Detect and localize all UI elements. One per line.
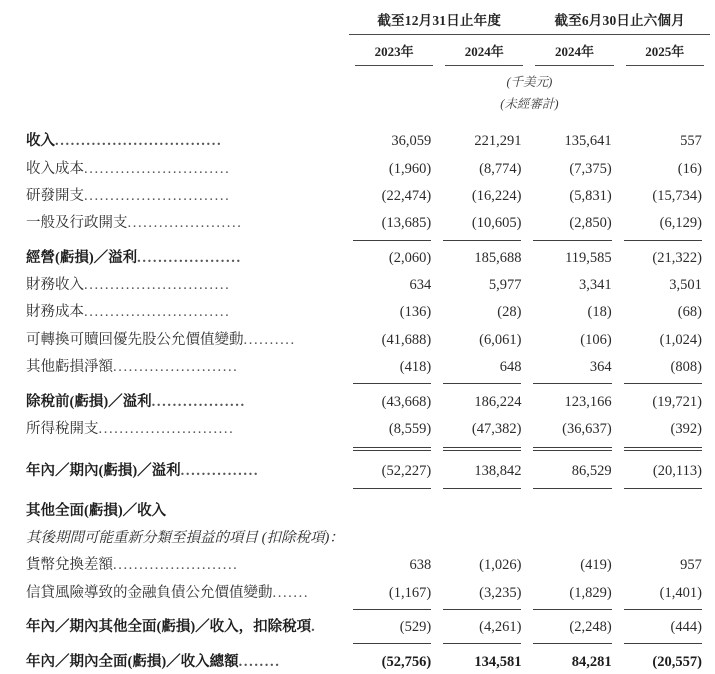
dot-leader: ........................ (113, 557, 239, 574)
tci-total-2023: (52,756) (381, 653, 432, 670)
credit-risk-2024a: (3,235) (479, 584, 522, 601)
revenue-2025i: 557 (680, 133, 702, 150)
oci-section-heading-row (0, 496, 715, 523)
profit-period-2024i: 86,529 (571, 463, 612, 480)
profit-period-2025i: (20,113) (652, 463, 702, 480)
row-label-oci-total: 年內／期內其他全面(虧損)／收入，扣除稅項. (26, 619, 317, 636)
sga-2024a: (10,605) (471, 215, 522, 232)
dot-leader: ............................ (84, 160, 231, 177)
convertible-pref-2025i: (1,024) (659, 331, 702, 348)
row-label-sga: 一般及行政開支...................... (26, 215, 243, 232)
convertible-pref-2023: (41,688) (381, 331, 432, 348)
sga-2024i: (2,850) (569, 215, 612, 232)
cost-of-revenue-2023: (1,960) (388, 160, 432, 177)
finance-income-2023: 634 (409, 277, 432, 294)
dot-leader: .................. (151, 393, 246, 410)
fx-diff-2023: 638 (409, 557, 432, 574)
pretax-2025i: (19,721) (652, 393, 702, 410)
convertible-pref-2024a: (6,061) (479, 331, 522, 348)
row-label-cost-of-revenue: 收入成本............................ (26, 160, 231, 177)
spacer-after-header (0, 112, 715, 121)
oci-total-2023: (529) (399, 619, 432, 636)
credit-risk-2023: (1,167) (388, 584, 432, 601)
subtotal-rule-pretax (0, 379, 715, 386)
dot-leader: .......... (243, 331, 296, 348)
table-row (0, 550, 715, 577)
finance-income-2024a: 5,977 (488, 277, 522, 294)
oci-subheading-row (0, 523, 715, 550)
row-label-rnd: 研發開支............................ (26, 187, 231, 204)
rule-under-net-profit (0, 484, 715, 491)
finance-cost-2024a: (28) (497, 304, 522, 321)
row-label-pretax-profit: 除稅前(虧損)／溢利.................. (26, 393, 246, 410)
rnd-2024a: (16,224) (471, 187, 522, 204)
finance-cost-2023: (136) (399, 304, 432, 321)
table-row (0, 325, 715, 352)
rnd-2025i: (15,734) (652, 187, 702, 204)
finance-income-2024i: 3,341 (579, 277, 612, 294)
year-header-2025-interim: 2025年 (645, 44, 685, 59)
oci-total-2024i: (2,248) (569, 619, 612, 636)
row-label-total-comprehensive: 年內／期內全面(虧損)／收入總額........ (26, 653, 281, 670)
table-row (0, 126, 715, 153)
table-row (0, 612, 715, 639)
profit-period-2023: (52,227) (381, 463, 432, 480)
currency-note: (千美元) (506, 75, 553, 89)
dot-leader: ............................ (84, 304, 231, 321)
cost-of-revenue-2024i: (7,375) (569, 160, 612, 177)
convertible-pref-2024i: (106) (580, 331, 612, 348)
profit-period-2024a: 138,842 (474, 463, 522, 480)
column-group-header-row (0, 0, 715, 34)
dot-leader: ............................ (84, 277, 231, 294)
row-label-convertible-pref-fv: 可轉換可贖回優先股公允價值變動.......... (26, 331, 296, 348)
income-tax-2024a: (47,382) (471, 420, 522, 437)
revenue-2023: 36,059 (391, 133, 432, 150)
currency-note-row (0, 66, 715, 90)
section-subheading-reclassifiable: 其後期間可能重新分類至損益的項目 (扣除稅項)： (26, 530, 344, 547)
year-header-2024-interim: 2024年 (555, 44, 595, 59)
sga-2025i: (6,129) (659, 215, 702, 232)
year-header-row (0, 35, 715, 65)
table-row (0, 153, 715, 180)
credit-risk-2025i: (1,401) (659, 584, 702, 601)
operating-2025i: (21,322) (652, 249, 702, 266)
table-row (0, 386, 715, 413)
audit-note-row (0, 90, 715, 112)
table-row (0, 297, 715, 324)
other-losses-2024a: 648 (499, 359, 522, 376)
subtotal-rule-operating (0, 236, 715, 243)
rnd-2024i: (5,831) (569, 187, 612, 204)
tci-total-2024i: 84,281 (571, 653, 612, 670)
dot-leader: ...................... (127, 215, 243, 232)
row-label-operating-profit: 經營(虧損)／溢利.................... (26, 249, 242, 266)
dot-leader: .................... (137, 249, 242, 266)
dot-leader: ............... (180, 463, 260, 480)
header-spacer (0, 0, 349, 34)
dot-leader: ........ (238, 653, 281, 670)
fx-diff-2024a: (1,026) (479, 557, 522, 574)
dot-leader: ................................ (55, 133, 223, 150)
pretax-2024i: 123,166 (564, 393, 612, 410)
pretax-2024a: 186,224 (474, 393, 522, 410)
cost-of-revenue-2025i: (16) (677, 160, 702, 177)
income-tax-2025i: (392) (670, 420, 702, 437)
other-losses-2025i: (808) (670, 359, 702, 376)
operating-2023: (2,060) (388, 249, 432, 266)
double-rule-net-profit (0, 441, 715, 451)
income-tax-2023: (8,559) (388, 420, 432, 437)
dot-leader: .......................... (98, 420, 235, 437)
revenue-2024a: 221,291 (474, 133, 522, 150)
table-row (0, 243, 715, 270)
table-row (0, 352, 715, 379)
pretax-2023: (43,668) (381, 393, 432, 410)
dot-leader: ........................ (113, 359, 239, 376)
column-group-annual: 截至12月31日止年度 (377, 13, 502, 28)
sga-2023: (13,685) (381, 215, 432, 232)
row-label-fx-difference: 貨幣兌換差額........................ (26, 557, 239, 574)
revenue-2024i: 135,641 (564, 133, 612, 150)
section-heading-oci: 其他全面(虧損)／收入 (26, 502, 167, 519)
audit-note: (未經審計) (500, 97, 559, 111)
oci-total-2024a: (4,261) (479, 619, 522, 636)
cost-of-revenue-2024a: (8,774) (479, 160, 522, 177)
table-row (0, 456, 715, 483)
fx-diff-2024i: (419) (580, 557, 612, 574)
dot-leader: ....... (272, 584, 310, 601)
other-losses-2024i: 364 (589, 359, 612, 376)
row-label-income-tax: 所得稅開支.......................... (26, 420, 235, 437)
column-group-interim: 截至6月30日止六個月 (554, 13, 685, 28)
row-label-credit-risk-fv: 信貸風險導致的金融負債公允價值變動....... (26, 584, 310, 601)
finance-cost-2024i: (18) (587, 304, 612, 321)
tci-total-2024a: 134,581 (474, 653, 522, 670)
table-row (0, 208, 715, 235)
dot-leader: ............................ (84, 187, 231, 204)
row-label-profit-for-period: 年內／期內(虧損)／溢利............... (26, 463, 260, 480)
fx-diff-2025i: 957 (680, 557, 702, 574)
oci-total-2025i: (444) (670, 619, 702, 636)
table-row (0, 646, 715, 673)
credit-risk-2024i: (1,829) (569, 584, 612, 601)
table-row (0, 578, 715, 605)
year-header-2023-annual: 2023年 (374, 44, 414, 59)
income-tax-2024i: (36,637) (562, 420, 612, 437)
operating-2024a: 185,688 (474, 249, 522, 266)
subtotal-rule-tci (0, 639, 715, 646)
row-label-finance-cost: 財務成本............................ (26, 304, 231, 321)
table-row (0, 414, 715, 441)
table-row (0, 181, 715, 208)
row-label-finance-income: 財務收入............................ (26, 277, 231, 294)
table-row (0, 270, 715, 297)
finance-cost-2025i: (68) (677, 304, 702, 321)
rnd-2023: (22,474) (381, 187, 432, 204)
year-header-2024-annual: 2024年 (464, 44, 504, 59)
finance-income-2025i: 3,501 (669, 277, 702, 294)
dot-leader: . (311, 619, 317, 636)
row-label-other-losses-net: 其他虧損淨額........................ (26, 359, 239, 376)
other-losses-2023: (418) (399, 359, 432, 376)
operating-2024i: 119,585 (565, 249, 612, 266)
tci-total-2025i: (20,557) (652, 653, 702, 670)
subtotal-rule-oci (0, 605, 715, 612)
row-label-revenue: 收入................................ (26, 133, 223, 150)
